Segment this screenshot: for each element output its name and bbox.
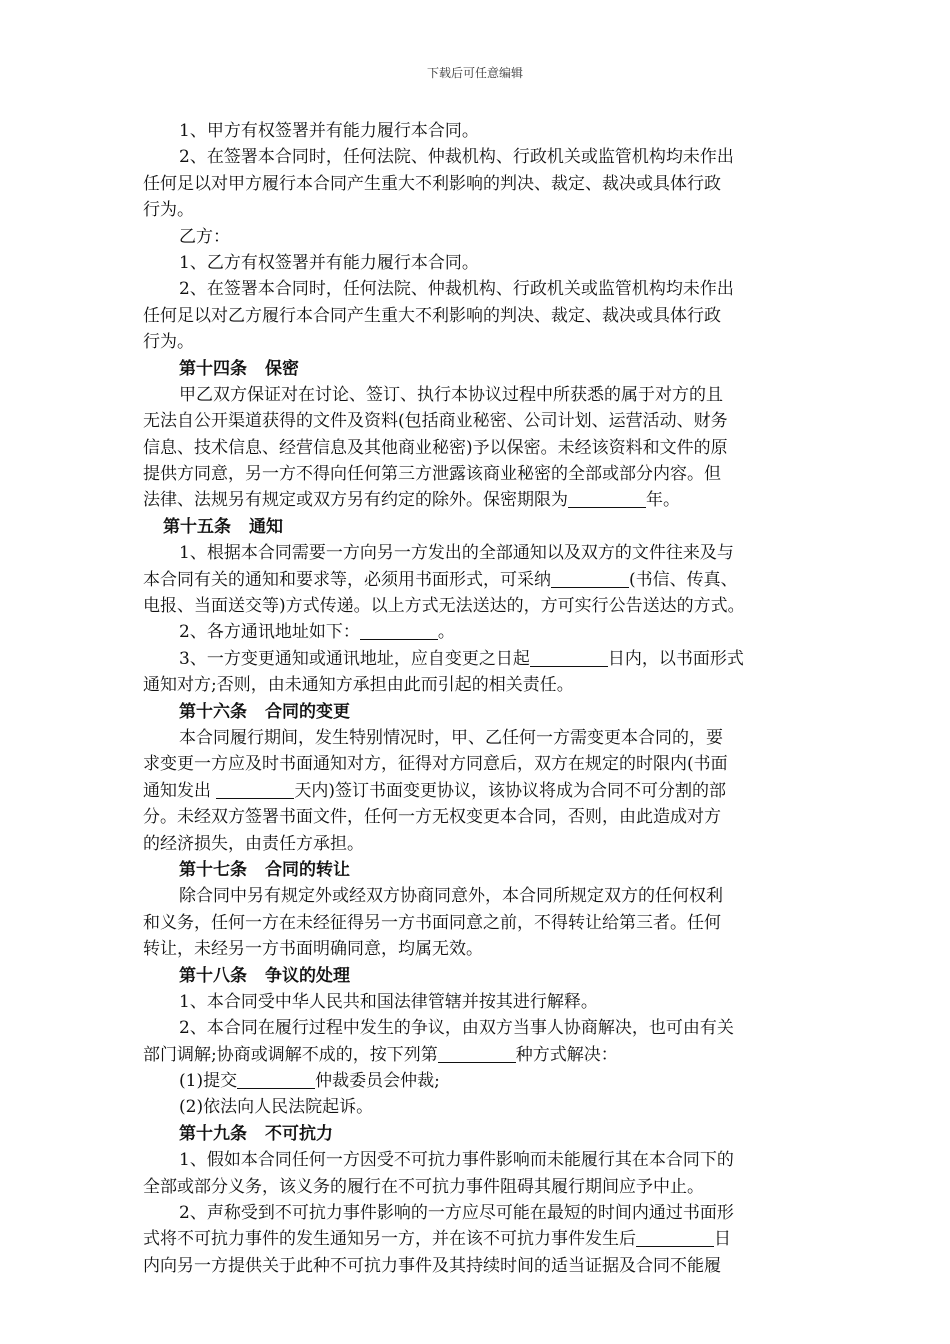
clause-line: 求变更一方应及时书面通知对方，征得对方同意后，双方在规定的时限内(书面 [143, 754, 728, 775]
clause-line: 的经济损失，由责任方承担。 [143, 833, 364, 854]
clause-line: 转让，未经另一方书面明确同意，均属无效。 [143, 939, 483, 960]
party-label: 乙方： [179, 226, 230, 247]
clause-line: 法律、法规另有规定或双方另有约定的除外。保密期限为 年。 [143, 490, 680, 511]
clause-line: 1、乙方有权签署并有能力履行本合同。 [179, 252, 479, 273]
clause-line: 2、声称受到不可抗力事件影响的一方应尽可能在最短的时间内通过书面形 [179, 1203, 734, 1224]
clause-line: 部门调解;协商或调解不成的，按下列第 种方式解决： [143, 1044, 618, 1065]
fill-blank[interactable] [568, 489, 646, 508]
clause-line: 1、本合同受中华人民共和国法律管辖并按其进行解释。 [179, 991, 598, 1012]
clause-line: 和义务，任何一方在未经征得另一方书面同意之前，不得转让给第三者。任何 [143, 912, 721, 933]
page-header: 下载后可任意编辑 [426, 66, 523, 80]
clause-line: 电报、当面送交等)方式传递。以上方式无法送达的，方可实行公告送达的方式。 [143, 596, 745, 617]
section-heading-15: 第十五条 通知 [163, 516, 283, 537]
clause-line: 2、本合同在履行过程中发生的争议，由双方当事人协商解决，也可由有关 [179, 1018, 734, 1039]
clause-line: 2、各方通讯地址如下： 。 [179, 622, 455, 643]
clause-line: 式将不可抗力事件的发生通知另一方，并在该不可抗力事件发生后 日 [143, 1229, 731, 1250]
section-heading-16: 第十六条 合同的变更 [179, 701, 350, 722]
clause-line: 行为。 [143, 332, 194, 353]
clause-line: 全部或部分义务，该义务的履行在不可抗力事件阻碍其履行期间应予中止。 [143, 1176, 704, 1197]
clause-line: 行为。 [143, 200, 194, 221]
clause-line: 任何足以对甲方履行本合同产生重大不利影响的判决、裁定、裁决或具体行政 [143, 173, 721, 194]
clause-line: (2)依法向人民法院起诉。 [179, 1097, 374, 1118]
clause-line: 甲乙双方保证对在讨论、签订、执行本协议过程中所获悉的属于对方的且 [179, 384, 723, 405]
clause-line: 除合同中另有规定外或经双方协商同意外，本合同所规定双方的任何权利 [179, 886, 723, 907]
clause-line: 通知发出 天内)签订书面变更协议，该协议将成为合同不可分割的部 [143, 780, 727, 801]
fill-blank[interactable] [530, 648, 608, 667]
clause-line: 本合同有关的通知和要求等，必须用书面形式，可采纳 (书信、传真、 [143, 569, 738, 590]
section-heading-14: 第十四条 保密 [179, 358, 299, 379]
clause-line: 内向另一方提供关于此种不可抗力事件及其持续时间的适当证据及合同不能履 [143, 1255, 721, 1276]
section-heading-18: 第十八条 争议的处理 [179, 965, 350, 986]
clause-line: 本合同履行期间，发生特别情况时，甲、乙任何一方需变更本合同的，要 [179, 727, 723, 748]
section-heading-19: 第十九条 不可抗力 [179, 1123, 333, 1144]
clause-line: 1、甲方有权签署并有能力履行本合同。 [179, 121, 479, 141]
clause-line: 无法自公开渠道获得的文件及资料(包括商业秘密、公司计划、运营活动、财务 [143, 411, 728, 432]
fill-blank[interactable] [438, 1044, 516, 1063]
clause-line: 1、假如本合同任何一方因受不可抗力事件影响而未能履行其在本合同下的 [179, 1150, 734, 1171]
clause-line: (1)提交 仲裁委员会仲裁; [179, 1071, 440, 1092]
fill-blank[interactable] [237, 1070, 315, 1089]
clause-line: 2、在签署本合同时，任何法院、仲裁机构、行政机关或监管机构均未作出 [179, 147, 734, 168]
clause-line: 信息、技术信息、经营信息及其他商业秘密)予以保密。未经该资料和文件的原 [143, 437, 728, 458]
fill-blank[interactable] [636, 1228, 714, 1247]
fill-blank[interactable] [216, 780, 294, 799]
clause-line: 2、在签署本合同时，任何法院、仲裁机构、行政机关或监管机构均未作出 [179, 279, 734, 300]
document-body [143, 118, 813, 1279]
clause-line: 提供方同意，另一方不得向任何第三方泄露该商业秘密的全部或部分内容。但 [143, 464, 721, 485]
clause-line: 通知对方;否则，由未通知方承担由此而引起的相关责任。 [143, 675, 574, 696]
section-heading-17: 第十七条 合同的转让 [179, 859, 350, 880]
fill-blank[interactable] [360, 621, 438, 640]
clause-line: 1、根据本合同需要一方向另一方发出的全部通知以及双方的文件往来及与 [179, 543, 734, 564]
clause-line: 分。未经双方签署书面文件，任何一方无权变更本合同，否则，由此造成对方 [143, 807, 721, 828]
clause-line: 3、一方变更通知或通讯地址，应自变更之日起 日内，以书面形式 [179, 648, 744, 669]
fill-blank[interactable] [551, 569, 629, 588]
clause-line: 任何足以对乙方履行本合同产生重大不利影响的判决、裁定、裁决或具体行政 [143, 305, 721, 326]
